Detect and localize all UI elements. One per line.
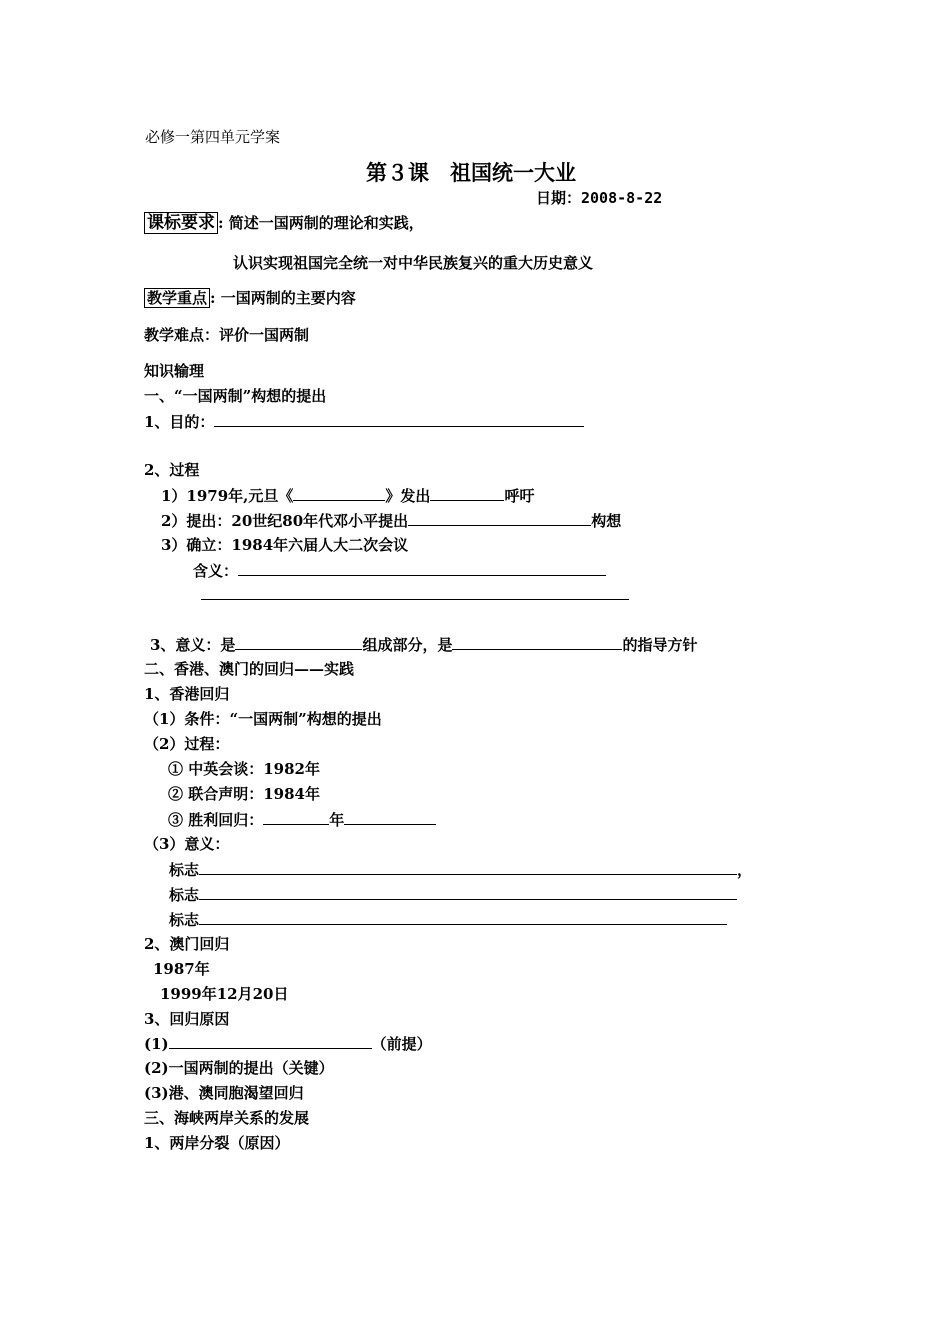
date: 日期：2008-8-22 (536, 189, 663, 207)
hk-heading: 1、香港回归 (144, 685, 230, 703)
hk-date-blank[interactable] (344, 809, 436, 825)
hk-meaning: （3）意义： (144, 835, 230, 853)
curriculum-requirement (144, 213, 424, 233)
purpose-line (144, 411, 584, 432)
mark-blank-3[interactable] (199, 909, 727, 925)
hk-step-3 (168, 809, 436, 830)
hk-process: （2）过程： (144, 735, 230, 753)
split-heading: 1、两岸分裂（原因） (144, 1134, 290, 1152)
process-step-1-text-b: 》发出 (385, 487, 431, 505)
key-point-text: : 一国两制的主要内容 (210, 289, 356, 307)
significance-text-b: 组成部分，是 (362, 636, 453, 654)
hk-condition: （1）条件：“一国两制”构想的提出 (144, 710, 382, 728)
process-step-1 (161, 485, 534, 506)
difficulty: 教学难点：评价一国两制 (144, 326, 310, 344)
reason-1-text: （前提） (371, 1035, 432, 1053)
significance-text-a: 3、意义：是 (150, 636, 236, 654)
significance-line (150, 634, 697, 655)
curriculum-text-2: 认识实现祖国完全统一对中华民族复兴的重大历史意义 (233, 254, 594, 272)
key-point-label: 教学重点 (144, 288, 210, 308)
mark-blank-1[interactable] (199, 859, 737, 875)
hk-step-2: ② 联合声明：1984年 (168, 785, 320, 803)
hk-step-3-text: ③ 胜利回归： (168, 811, 264, 829)
curriculum-text: : 简述一国两制的理论和实践， (218, 214, 424, 232)
macau-heading: 2、澳门回归 (144, 935, 230, 953)
meaning-line (193, 560, 606, 581)
mark-line-3 (169, 909, 727, 930)
meaning-label: 含义： (193, 562, 239, 580)
reasons-heading: 3、回归原因 (144, 1010, 230, 1028)
reason-1 (144, 1033, 432, 1054)
meaning-blank[interactable] (238, 560, 606, 576)
mark-line-2 (169, 884, 737, 905)
meaning-blank-2[interactable] (201, 584, 629, 600)
knowledge-heading: 知识输理 (144, 362, 205, 380)
mark-label-1: 标志 (169, 861, 200, 879)
key-point (144, 288, 356, 308)
process-step-2-text-b: 构想 (591, 512, 622, 530)
process-heading: 2、过程 (144, 461, 200, 479)
doc-name-blank[interactable] (293, 485, 385, 501)
hk-year-blank[interactable] (263, 809, 329, 825)
process-step-3: 3）确立：1984年六届人大二次会议 (161, 536, 409, 554)
purpose-label: 1、目的： (144, 413, 215, 431)
mark-label-2: 标志 (169, 886, 200, 904)
meaning-line-2 (201, 584, 629, 605)
appeal-blank[interactable] (430, 485, 504, 501)
macau-1987: 1987年 (153, 960, 210, 978)
process-step-1-text-c: 呼吁 (504, 487, 535, 505)
curriculum-label: 课标要求 (144, 212, 218, 234)
mark-comma: ， (737, 861, 753, 879)
reason-2: (2)一国两制的提出（关键） (144, 1059, 334, 1077)
process-step-1-text: 1）1979年,元旦《 (161, 487, 294, 505)
mark-blank-2[interactable] (199, 884, 737, 900)
macau-1999: 1999年12月20日 (160, 985, 289, 1003)
purpose-blank[interactable] (214, 411, 584, 427)
lesson-title: 第３课 祖国统一大业 (366, 160, 576, 185)
process-step-2 (161, 510, 621, 531)
reason-3: (3)港、澳同胞渴望回归 (144, 1084, 304, 1102)
mark-label-3: 标志 (169, 911, 200, 929)
hk-step-3-text-b: 年 (329, 811, 345, 829)
significance-text-c: 的指导方针 (622, 636, 698, 654)
section1-title: 一、“一国两制”构想的提出 (144, 387, 327, 405)
significance-blank-1[interactable] (235, 634, 362, 650)
hk-step-1: ① 中英会谈：1982年 (168, 760, 320, 778)
mark-line-1 (169, 859, 752, 880)
concept-blank[interactable] (408, 510, 591, 526)
reason-1-blank[interactable] (169, 1033, 372, 1049)
section2-title: 二、香港、澳门的回归——实践 (144, 660, 355, 678)
section3-title: 三、海峡两岸关系的发展 (144, 1109, 310, 1127)
process-step-2-text: 2）提出：20世纪80年代邓小平提出 (161, 512, 409, 530)
unit-title: 必修一第四单元学案 (145, 128, 281, 146)
significance-blank-2[interactable] (452, 634, 622, 650)
reason-1-num: (1) (144, 1035, 169, 1053)
